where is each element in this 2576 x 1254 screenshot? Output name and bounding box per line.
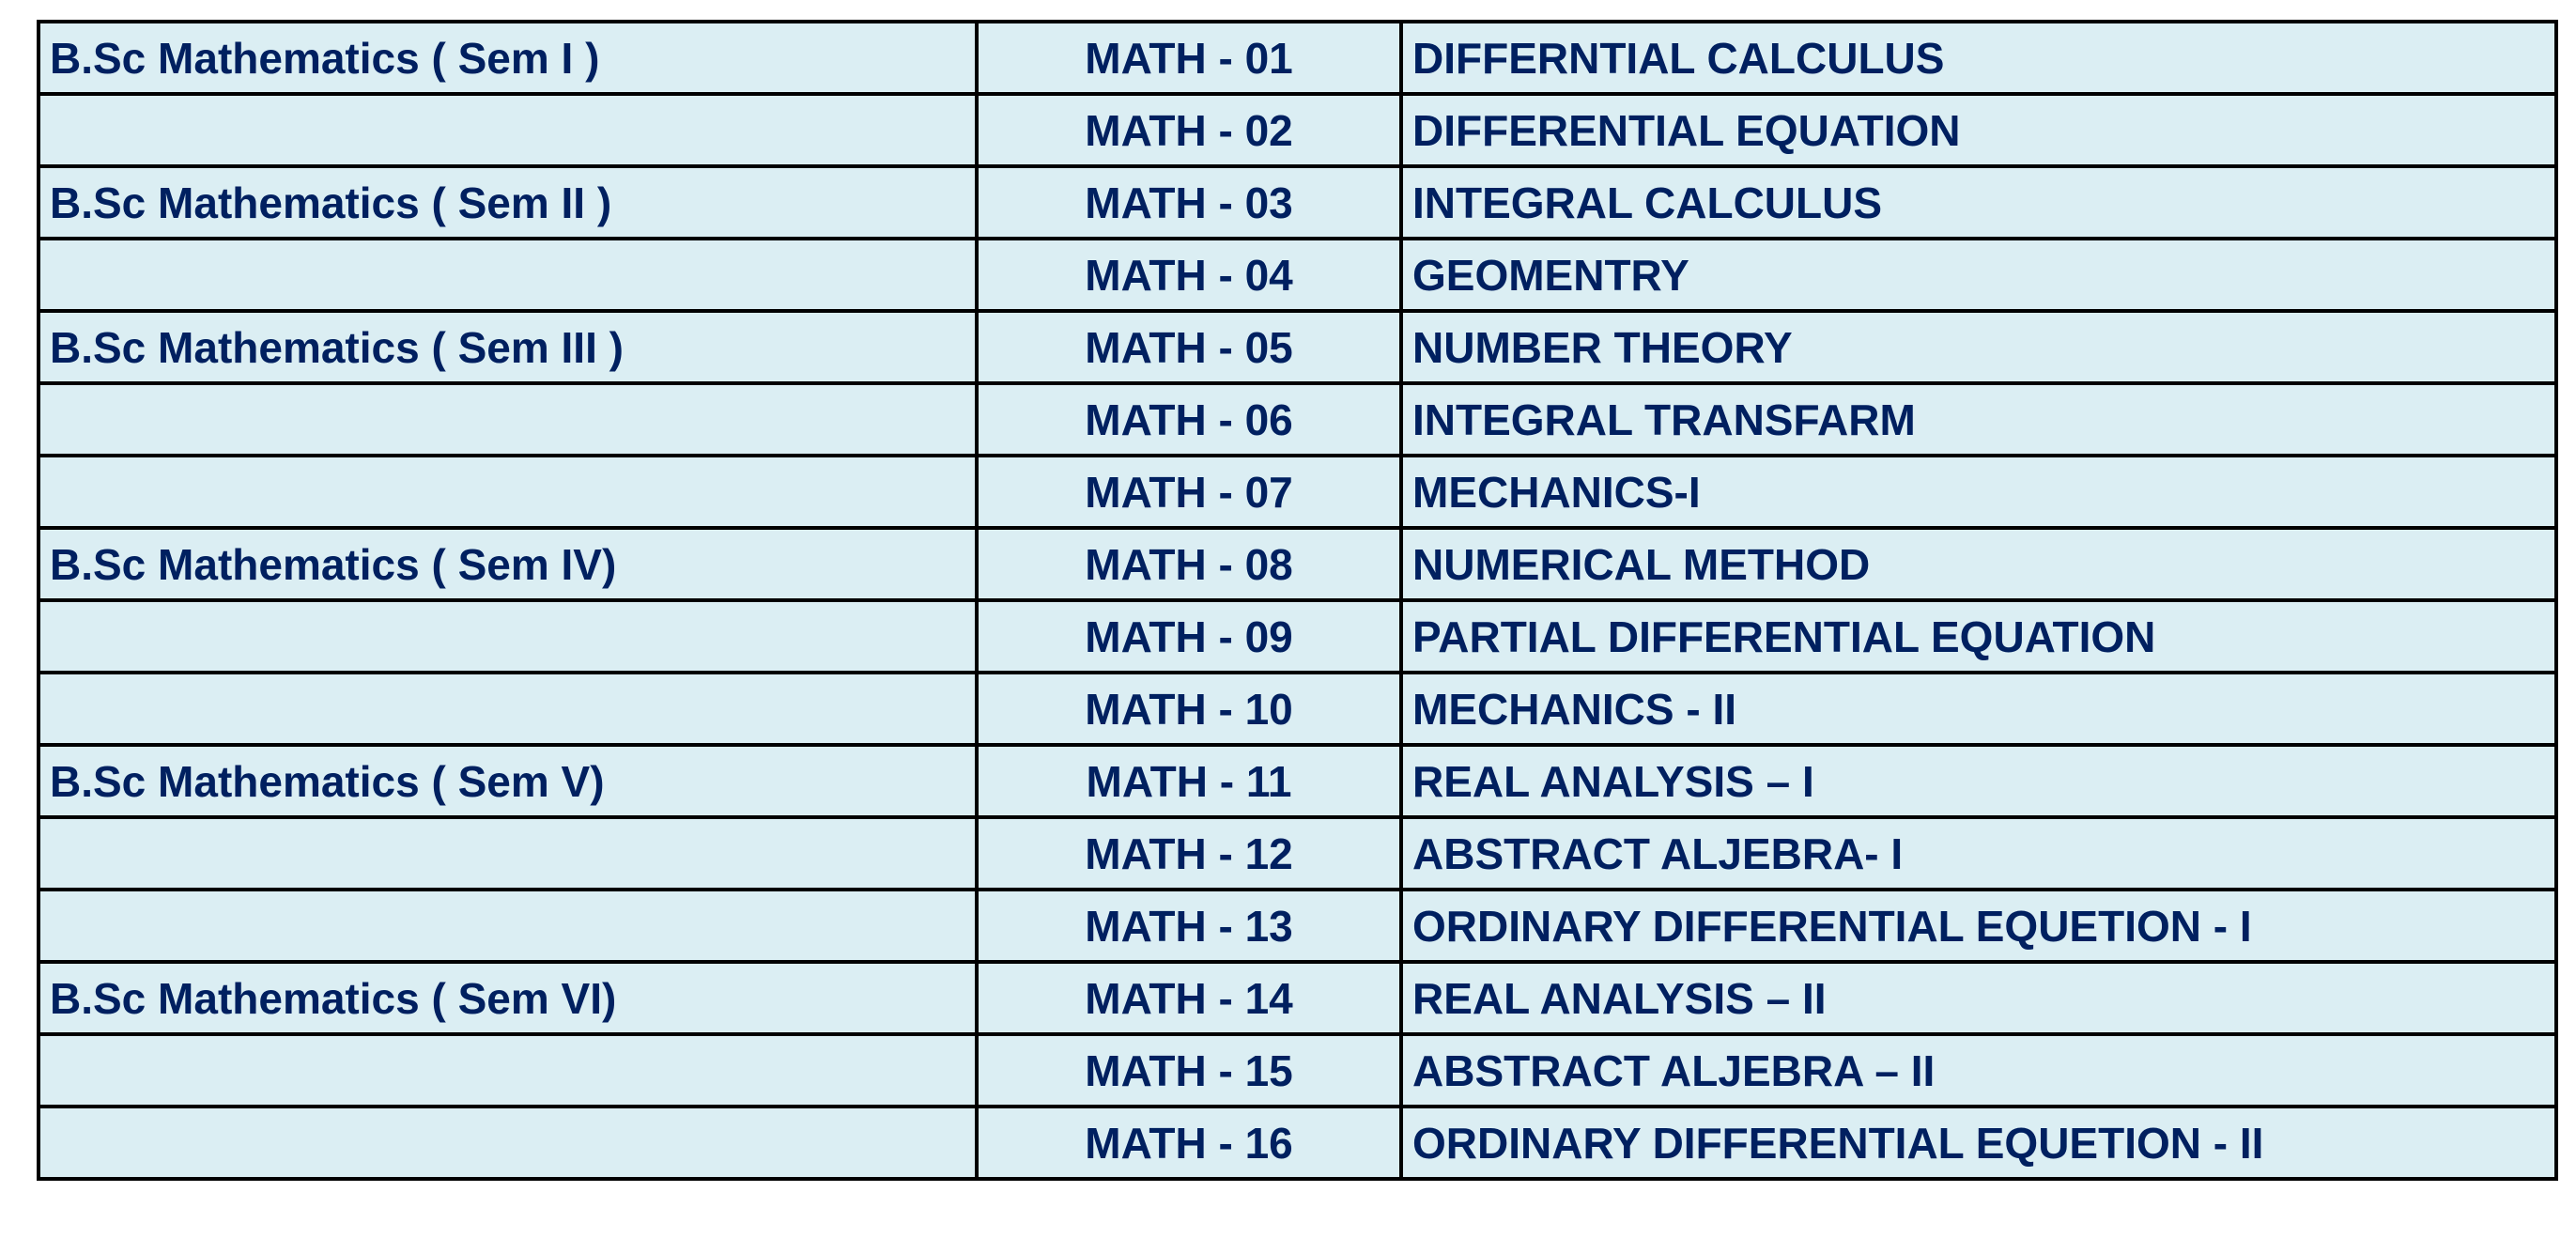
- table-row: [39, 745, 2556, 817]
- semester-cell: [39, 383, 977, 456]
- semester-cell: [39, 600, 977, 673]
- subject-cell: ORDINARY DIFFERENTIAL EQUETION - II: [1401, 1107, 2556, 1179]
- table-row: [39, 456, 2556, 528]
- semester-cell: B.Sc Mathematics ( Sem IV): [39, 528, 977, 600]
- course-code-cell: MATH - 03: [977, 166, 1401, 239]
- semester-cell: [39, 1034, 977, 1107]
- semester-cell: [39, 239, 977, 311]
- subject-cell: DIFFERNTIAL CALCULUS: [1401, 22, 2556, 94]
- table-row: [39, 383, 2556, 456]
- course-code-cell: MATH - 16: [977, 1107, 1401, 1179]
- course-code-cell: MATH - 15: [977, 1034, 1401, 1107]
- subject-cell: NUMBER THEORY: [1401, 311, 2556, 383]
- semester-cell: [39, 456, 977, 528]
- course-code-cell: MATH - 04: [977, 239, 1401, 311]
- table-row: [39, 962, 2556, 1034]
- course-code-cell: MATH - 07: [977, 456, 1401, 528]
- subject-cell: GEOMENTRY: [1401, 239, 2556, 311]
- course-code-cell: MATH - 10: [977, 673, 1401, 745]
- semester-cell: [39, 673, 977, 745]
- subject-cell: NUMERICAL METHOD: [1401, 528, 2556, 600]
- table-row: [39, 1107, 2556, 1179]
- syllabus-table: [37, 20, 2558, 1181]
- table-row: [39, 1034, 2556, 1107]
- table-row: [39, 22, 2556, 94]
- course-code-cell: MATH - 02: [977, 94, 1401, 166]
- table-row: [39, 239, 2556, 311]
- subject-cell: INTEGRAL CALCULUS: [1401, 166, 2556, 239]
- semester-cell: [39, 817, 977, 890]
- course-code-cell: MATH - 05: [977, 311, 1401, 383]
- subject-cell: REAL ANALYSIS – I: [1401, 745, 2556, 817]
- semester-cell: [39, 1107, 977, 1179]
- subject-cell: REAL ANALYSIS – II: [1401, 962, 2556, 1034]
- semester-cell: [39, 890, 977, 962]
- table-row: [39, 94, 2556, 166]
- subject-cell: INTEGRAL TRANSFARM: [1401, 383, 2556, 456]
- subject-cell: PARTIAL DIFFERENTIAL EQUATION: [1401, 600, 2556, 673]
- semester-cell: B.Sc Mathematics ( Sem II ): [39, 166, 977, 239]
- subject-cell: MECHANICS - II: [1401, 673, 2556, 745]
- subject-cell: ABSTRACT ALJEBRA – II: [1401, 1034, 2556, 1107]
- syllabus-table-body: [39, 22, 2556, 1179]
- table-row: [39, 166, 2556, 239]
- semester-cell: B.Sc Mathematics ( Sem VI): [39, 962, 977, 1034]
- table-row: [39, 890, 2556, 962]
- subject-cell: ABSTRACT ALJEBRA- I: [1401, 817, 2556, 890]
- table-row: [39, 311, 2556, 383]
- table-row: [39, 817, 2556, 890]
- table-row: [39, 673, 2556, 745]
- course-code-cell: MATH - 13: [977, 890, 1401, 962]
- course-code-cell: MATH - 01: [977, 22, 1401, 94]
- course-code-cell: MATH - 09: [977, 600, 1401, 673]
- subject-cell: MECHANICS-I: [1401, 456, 2556, 528]
- subject-cell: ORDINARY DIFFERENTIAL EQUETION - I: [1401, 890, 2556, 962]
- subject-cell: DIFFERENTIAL EQUATION: [1401, 94, 2556, 166]
- table-row: [39, 600, 2556, 673]
- course-code-cell: MATH - 14: [977, 962, 1401, 1034]
- semester-cell: B.Sc Mathematics ( Sem III ): [39, 311, 977, 383]
- semester-cell: B.Sc Mathematics ( Sem V): [39, 745, 977, 817]
- course-code-cell: MATH - 11: [977, 745, 1401, 817]
- table-row: [39, 528, 2556, 600]
- course-code-cell: MATH - 12: [977, 817, 1401, 890]
- semester-cell: B.Sc Mathematics ( Sem I ): [39, 22, 977, 94]
- semester-cell: [39, 94, 977, 166]
- course-code-cell: MATH - 08: [977, 528, 1401, 600]
- course-code-cell: MATH - 06: [977, 383, 1401, 456]
